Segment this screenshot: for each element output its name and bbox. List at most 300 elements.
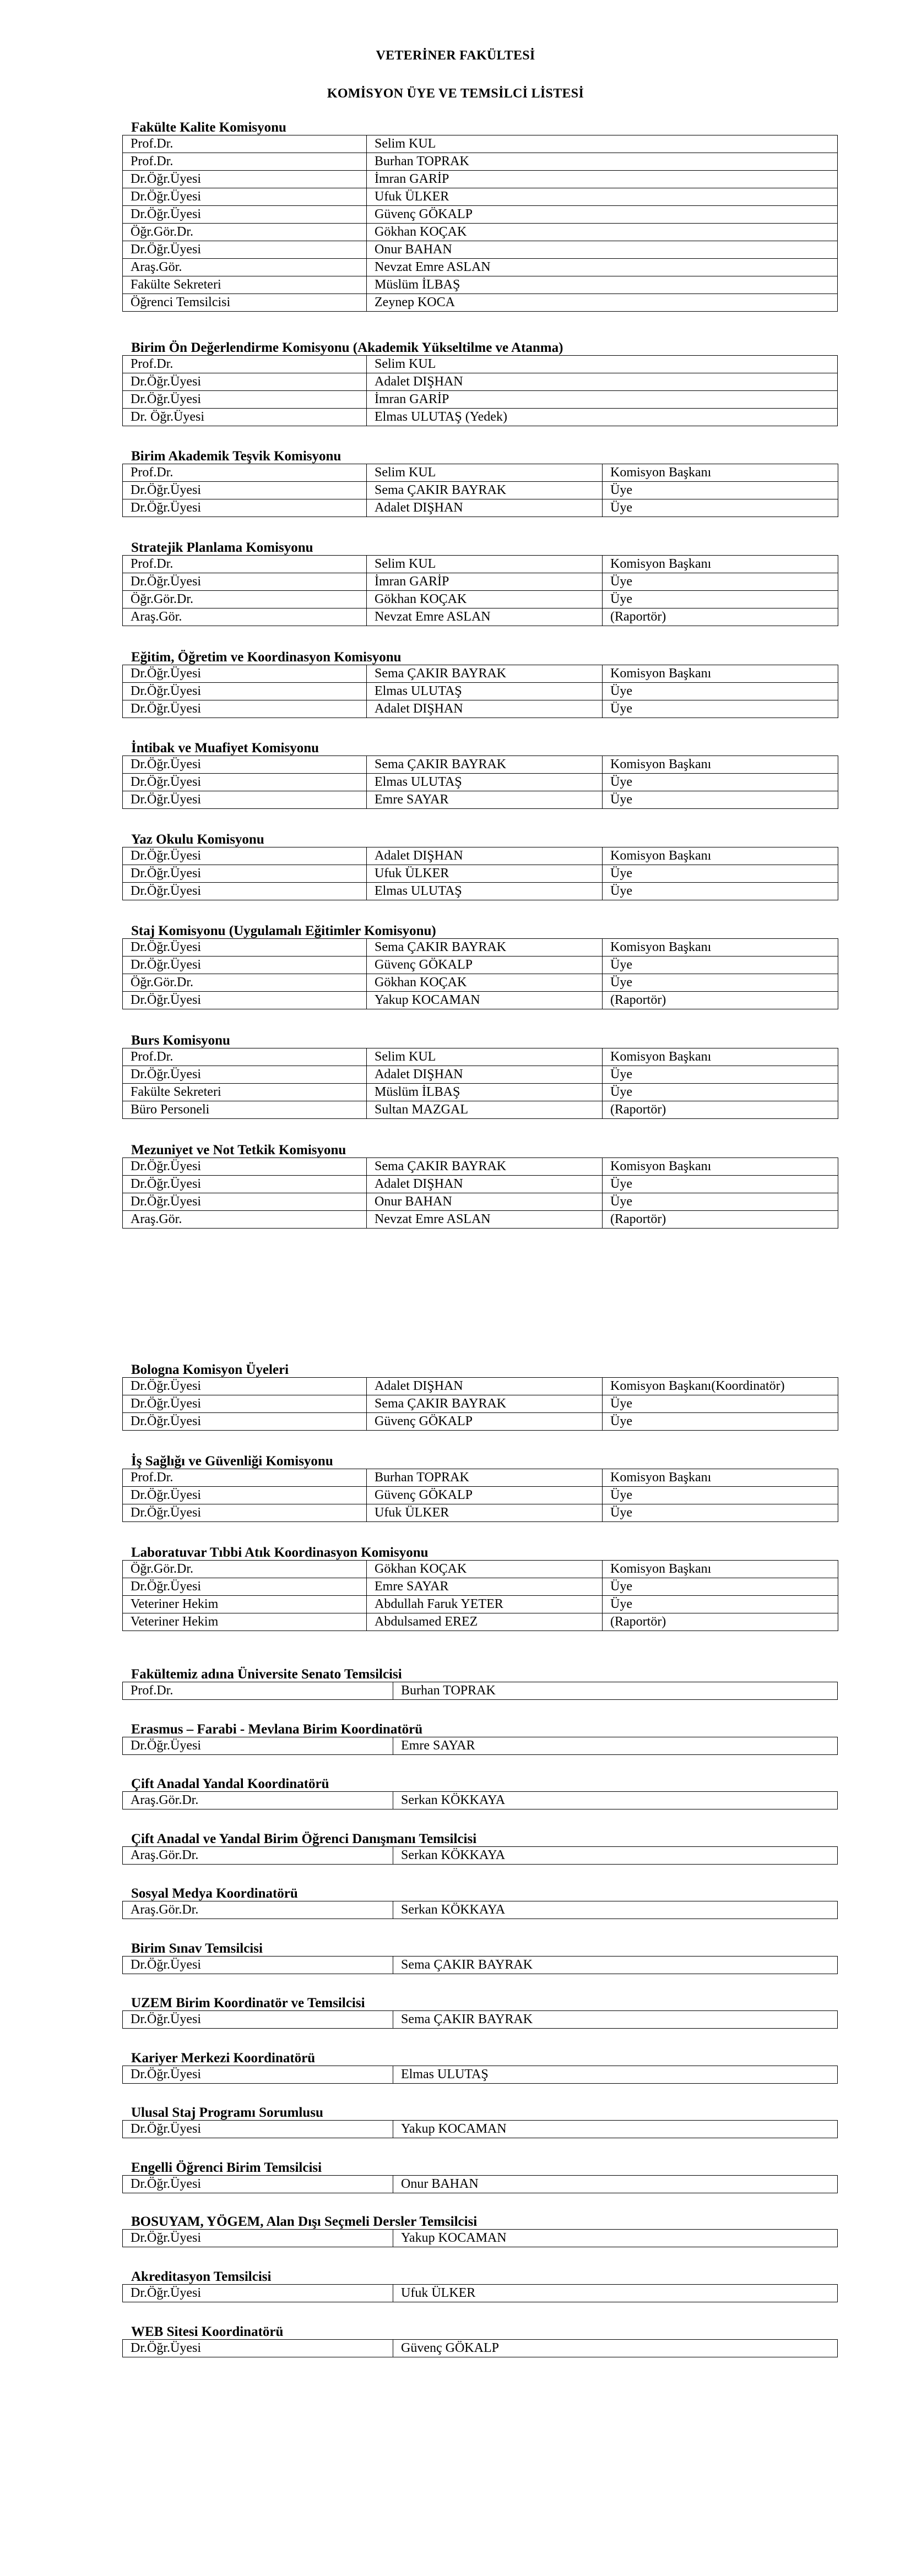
- member-role-cell: Komisyon Başkanı: [603, 756, 838, 774]
- member-table: [122, 1157, 838, 1229]
- member-table: [122, 464, 838, 517]
- member-name-cell: Sema ÇAKIR BAYRAK: [367, 939, 603, 957]
- member-title-cell: Araş.Gör.: [123, 1211, 367, 1229]
- member-row: [123, 2011, 838, 2029]
- member-title-cell: Araş.Gör.Dr.: [123, 1792, 393, 1809]
- member-title-cell: Prof.Dr.: [123, 464, 367, 482]
- member-name-cell: Burhan TOPRAK: [367, 153, 838, 171]
- member-row: [123, 1158, 838, 1176]
- member-name-cell: Burhan TOPRAK: [367, 1469, 603, 1487]
- member-name-cell: Nevzat Emre ASLAN: [367, 1211, 603, 1229]
- member-table: [122, 135, 838, 312]
- member-name-cell: Müslüm İLBAŞ: [367, 1084, 603, 1101]
- member-name-cell: Elmas ULUTAŞ (Yedek): [367, 409, 838, 426]
- member-row: [123, 1682, 838, 1700]
- member-row: [123, 608, 838, 626]
- member-title-cell: Dr.Öğr.Üyesi: [123, 1378, 367, 1395]
- member-row: [123, 1561, 838, 1578]
- member-role-cell: Üye: [603, 1413, 838, 1431]
- committee-section: [122, 1454, 838, 1522]
- member-name-cell: Güvenç GÖKALP: [367, 1487, 603, 1504]
- member-table: [122, 1560, 838, 1631]
- committee-title: UZEM Birim Koordinatör ve Temsilcisi: [131, 1996, 365, 2010]
- member-table: [122, 938, 838, 1009]
- member-name-cell: Elmas ULUTAŞ: [367, 774, 603, 791]
- member-row: [123, 1613, 838, 1631]
- committee-section: [122, 1886, 838, 1919]
- member-title-cell: Araş.Gör.: [123, 259, 367, 276]
- member-name-cell: Zeynep KOCA: [367, 294, 838, 312]
- member-title-cell: Dr.Öğr.Üyesi: [123, 2121, 393, 2138]
- member-title-cell: Dr.Öğr.Üyesi: [123, 2066, 393, 2084]
- member-title-cell: Dr.Öğr.Üyesi: [123, 847, 367, 865]
- member-role-cell: Üye: [603, 1176, 838, 1193]
- member-role-cell: Üye: [603, 791, 838, 809]
- committee-section: [122, 1033, 838, 1119]
- member-name-cell: Serkan KÖKKAYA: [393, 1901, 838, 1919]
- member-row: [123, 665, 838, 683]
- member-role-cell: Komisyon Başkanı: [603, 665, 838, 683]
- member-row: [123, 356, 838, 373]
- committee-section: [122, 2160, 838, 2193]
- member-title-cell: Dr.Öğr.Üyesi: [123, 756, 367, 774]
- committee-section: [122, 2269, 838, 2302]
- member-role-cell: Komisyon Başkanı: [603, 939, 838, 957]
- member-title-cell: Dr.Öğr.Üyesi: [123, 2340, 393, 2357]
- member-title-cell: Prof.Dr.: [123, 1048, 367, 1066]
- member-name-cell: Ufuk ÜLKER: [367, 1504, 603, 1522]
- member-role-cell: Üye: [603, 1487, 838, 1504]
- member-role-cell: Komisyon Başkanı: [603, 464, 838, 482]
- member-name-cell: Gökhan KOÇAK: [367, 1561, 603, 1578]
- member-title-cell: Dr.Öğr.Üyesi: [123, 188, 367, 206]
- member-row: [123, 957, 838, 974]
- member-name-cell: Yakup KOCAMAN: [393, 2121, 838, 2138]
- member-role-cell: Üye: [603, 1193, 838, 1211]
- member-name-cell: Güvenç GÖKALP: [367, 1413, 603, 1431]
- member-row: [123, 1101, 838, 1119]
- member-name-cell: Onur BAHAN: [367, 241, 838, 259]
- member-row: [123, 482, 838, 499]
- member-name-cell: Gökhan KOÇAK: [367, 224, 838, 241]
- member-row: [123, 1378, 838, 1395]
- member-title-cell: Araş.Gör.Dr.: [123, 1847, 393, 1865]
- member-name-cell: Emre SAYAR: [367, 791, 603, 809]
- member-title-cell: Öğr.Gör.Dr.: [123, 591, 367, 608]
- member-name-cell: Sema ÇAKIR BAYRAK: [367, 756, 603, 774]
- member-title-cell: Prof.Dr.: [123, 153, 367, 171]
- faculty-title: VETERİNER FAKÜLTESİ: [376, 48, 535, 63]
- member-name-cell: Elmas ULUTAŞ: [393, 2066, 838, 2084]
- member-name-cell: Sema ÇAKIR BAYRAK: [367, 1158, 603, 1176]
- member-name-cell: Müslüm İLBAŞ: [367, 276, 838, 294]
- member-role-cell: Üye: [603, 774, 838, 791]
- committee-section: [122, 1545, 838, 1631]
- member-row: [123, 2066, 838, 2084]
- member-name-cell: Sema ÇAKIR BAYRAK: [367, 665, 603, 683]
- member-name-cell: Yakup KOCAMAN: [367, 992, 603, 1009]
- member-title-cell: Dr.Öğr.Üyesi: [123, 1395, 367, 1413]
- member-name-cell: Ufuk ÜLKER: [367, 865, 603, 883]
- member-role-cell: Üye: [603, 573, 838, 591]
- member-title-cell: Dr.Öğr.Üyesi: [123, 1957, 393, 1974]
- member-row: [123, 1578, 838, 1596]
- member-title-cell: Dr.Öğr.Üyesi: [123, 2285, 393, 2302]
- committee-section: [122, 1941, 838, 1974]
- member-row: [123, 974, 838, 992]
- member-title-cell: Dr.Öğr.Üyesi: [123, 1158, 367, 1176]
- member-name-cell: Adalet DIŞHAN: [367, 1066, 603, 1084]
- member-title-cell: Dr.Öğr.Üyesi: [123, 883, 367, 900]
- member-table: [122, 2175, 838, 2193]
- member-name-cell: Adalet DIŞHAN: [367, 700, 603, 718]
- member-role-cell: Üye: [603, 700, 838, 718]
- member-row: [123, 2176, 838, 2193]
- member-title-cell: Dr.Öğr.Üyesi: [123, 992, 367, 1009]
- committee-section: [122, 832, 838, 900]
- member-title-cell: Dr.Öğr.Üyesi: [123, 573, 367, 591]
- member-row: [123, 241, 838, 259]
- member-row: [123, 2121, 838, 2138]
- member-name-cell: Burhan TOPRAK: [393, 1682, 838, 1700]
- member-row: [123, 259, 838, 276]
- member-name-cell: Abdullah Faruk YETER: [367, 1596, 603, 1613]
- member-row: [123, 591, 838, 608]
- member-title-cell: Büro Personeli: [123, 1101, 367, 1119]
- member-role-cell: Üye: [603, 957, 838, 974]
- member-table: [122, 2066, 838, 2084]
- committee-title: Birim Ön Değerlendirme Komisyonu (Akademik Yükseltilme ve Atanma): [131, 340, 563, 355]
- member-row: [123, 499, 838, 517]
- member-role-cell: Üye: [603, 1504, 838, 1522]
- member-row: [123, 373, 838, 391]
- committee-section: [122, 1362, 838, 1431]
- member-title-cell: Dr.Öğr.Üyesi: [123, 499, 367, 517]
- list-title: KOMİSYON ÜYE VE TEMSİLCİ LİSTESİ: [327, 86, 584, 101]
- member-row: [123, 1211, 838, 1229]
- member-row: [123, 1413, 838, 1431]
- member-role-cell: Komisyon Başkanı: [603, 847, 838, 865]
- committee-title: Laboratuvar Tıbbi Atık Koordinasyon Komisyonu: [131, 1545, 429, 1560]
- member-title-cell: Dr.Öğr.Üyesi: [123, 1504, 367, 1522]
- member-role-cell: Üye: [603, 1066, 838, 1084]
- committee-title: Çift Anadal ve Yandal Birim Öğrenci Danışmanı Temsilcisi: [131, 1832, 477, 1846]
- member-table: [122, 1901, 838, 1919]
- committee-title: Stratejik Planlama Komisyonu: [131, 540, 313, 555]
- member-row: [123, 1596, 838, 1613]
- committee-section: [122, 2105, 838, 2138]
- member-name-cell: Adalet DIŞHAN: [367, 1378, 603, 1395]
- member-name-cell: Yakup KOCAMAN: [393, 2230, 838, 2247]
- member-name-cell: Ufuk ÜLKER: [367, 188, 838, 206]
- committee-section: [122, 1832, 838, 1865]
- member-role-cell: (Raportör): [603, 1101, 838, 1119]
- member-title-cell: Prof.Dr.: [123, 1469, 367, 1487]
- member-name-cell: Emre SAYAR: [393, 1737, 838, 1755]
- member-row: [123, 1469, 838, 1487]
- member-role-cell: Üye: [603, 883, 838, 900]
- member-title-cell: Veteriner Hekim: [123, 1596, 367, 1613]
- member-row: [123, 1847, 838, 1865]
- member-row: [123, 1193, 838, 1211]
- member-role-cell: Üye: [603, 865, 838, 883]
- member-role-cell: Üye: [603, 1084, 838, 1101]
- member-table: [122, 2229, 838, 2247]
- member-table: [122, 1377, 838, 1431]
- member-title-cell: Öğrenci Temsilcisi: [123, 294, 367, 312]
- member-row: [123, 774, 838, 791]
- member-table: [122, 1846, 838, 1865]
- member-title-cell: Prof.Dr.: [123, 1682, 393, 1700]
- member-role-cell: (Raportör): [603, 608, 838, 626]
- member-title-cell: Dr.Öğr.Üyesi: [123, 1413, 367, 1431]
- committee-title: Birim Akademik Teşvik Komisyonu: [131, 449, 341, 464]
- committee-title: Staj Komisyonu (Uygulamalı Eğitimler Komisyonu): [131, 923, 436, 938]
- member-row: [123, 1957, 838, 1974]
- member-name-cell: Sema ÇAKIR BAYRAK: [367, 1395, 603, 1413]
- member-row: [123, 683, 838, 700]
- member-title-cell: Öğr.Gör.Dr.: [123, 224, 367, 241]
- committee-title: Birim Sınav Temsilcisi: [131, 1941, 263, 1956]
- committee-title: Mezuniyet ve Not Tetkik Komisyonu: [131, 1143, 346, 1157]
- committee-section: [122, 540, 838, 626]
- member-title-cell: Dr.Öğr.Üyesi: [123, 482, 367, 499]
- committee-section: [122, 741, 838, 809]
- member-row: [123, 1084, 838, 1101]
- member-row: [123, 883, 838, 900]
- member-name-cell: Abdulsamed EREZ: [367, 1613, 603, 1631]
- committee-title: Yaz Okulu Komisyonu: [131, 832, 264, 847]
- member-title-cell: Araş.Gör.: [123, 608, 367, 626]
- member-title-cell: Dr.Öğr.Üyesi: [123, 791, 367, 809]
- member-table: [122, 2010, 838, 2029]
- member-title-cell: Dr.Öğr.Üyesi: [123, 1193, 367, 1211]
- member-title-cell: Araş.Gör.Dr.: [123, 1901, 393, 1919]
- member-title-cell: Dr.Öğr.Üyesi: [123, 1737, 393, 1755]
- member-row: [123, 865, 838, 883]
- member-title-cell: Fakülte Sekreteri: [123, 1084, 367, 1101]
- member-title-cell: Dr.Öğr.Üyesi: [123, 1578, 367, 1596]
- member-table: [122, 2339, 838, 2357]
- member-title-cell: Dr.Öğr.Üyesi: [123, 2230, 393, 2247]
- member-role-cell: Üye: [603, 1395, 838, 1413]
- member-row: [123, 1487, 838, 1504]
- member-table: [122, 2120, 838, 2138]
- member-row: [123, 224, 838, 241]
- member-row: [123, 153, 838, 171]
- member-role-cell: Komisyon Başkanı: [603, 556, 838, 573]
- member-name-cell: Emre SAYAR: [367, 1578, 603, 1596]
- committee-title: Kariyer Merkezi Koordinatörü: [131, 2051, 316, 2066]
- member-table: [122, 665, 838, 718]
- member-row: [123, 556, 838, 573]
- member-row: [123, 939, 838, 957]
- member-name-cell: Serkan KÖKKAYA: [393, 1792, 838, 1809]
- member-title-cell: Dr.Öğr.Üyesi: [123, 700, 367, 718]
- member-title-cell: Dr.Öğr.Üyesi: [123, 1487, 367, 1504]
- committee-section: [122, 650, 838, 718]
- member-row: [123, 1504, 838, 1522]
- committee-section: [122, 2051, 838, 2084]
- member-table: [122, 756, 838, 809]
- member-title-cell: Dr.Öğr.Üyesi: [123, 2011, 393, 2029]
- member-row: [123, 1048, 838, 1066]
- committee-title: Çift Anadal Yandal Koordinatörü: [131, 1776, 329, 1791]
- committee-title: Ulusal Staj Programı Sorumlusu: [131, 2105, 323, 2120]
- member-title-cell: Prof.Dr.: [123, 356, 367, 373]
- committee-title: Erasmus – Farabi - Mevlana Birim Koordinatörü: [131, 1722, 423, 1737]
- member-table: [122, 1737, 838, 1755]
- committee-title: İntibak ve Muafiyet Komisyonu: [131, 741, 319, 756]
- member-title-cell: Dr.Öğr.Üyesi: [123, 774, 367, 791]
- member-title-cell: Dr.Öğr.Üyesi: [123, 373, 367, 391]
- member-name-cell: Sultan MAZGAL: [367, 1101, 603, 1119]
- member-name-cell: Elmas ULUTAŞ: [367, 683, 603, 700]
- member-table: [122, 1956, 838, 1974]
- member-title-cell: Dr.Öğr.Üyesi: [123, 957, 367, 974]
- member-table: [122, 847, 838, 900]
- member-table: [122, 2284, 838, 2302]
- member-row: [123, 135, 838, 153]
- committee-section: [122, 1143, 838, 1229]
- committee-title: İş Sağlığı ve Güvenliği Komisyonu: [131, 1454, 333, 1469]
- member-row: [123, 464, 838, 482]
- member-role-cell: (Raportör): [603, 1613, 838, 1631]
- member-title-cell: Dr.Öğr.Üyesi: [123, 2176, 393, 2193]
- member-name-cell: Adalet DIŞHAN: [367, 1176, 603, 1193]
- committee-section: [122, 1776, 838, 1809]
- member-title-cell: Dr.Öğr.Üyesi: [123, 1176, 367, 1193]
- member-role-cell: Komisyon Başkanı: [603, 1561, 838, 1578]
- committee-title: Sosyal Medya Koordinatörü: [131, 1886, 298, 1901]
- member-name-cell: Gökhan KOÇAK: [367, 591, 603, 608]
- member-table: [122, 1048, 838, 1119]
- member-row: [123, 847, 838, 865]
- member-title-cell: Dr.Öğr.Üyesi: [123, 241, 367, 259]
- member-name-cell: Ufuk ÜLKER: [393, 2285, 838, 2302]
- member-row: [123, 171, 838, 188]
- member-row: [123, 700, 838, 718]
- member-name-cell: Onur BAHAN: [393, 2176, 838, 2193]
- member-name-cell: Adalet DIŞHAN: [367, 373, 838, 391]
- committee-section: [122, 923, 838, 1009]
- member-role-cell: Komisyon Başkanı: [603, 1158, 838, 1176]
- member-name-cell: Güvenç GÖKALP: [393, 2340, 838, 2357]
- member-name-cell: Selim KUL: [367, 1048, 603, 1066]
- member-name-cell: Selim KUL: [367, 556, 603, 573]
- committee-title: Bologna Komisyon Üyeleri: [131, 1362, 289, 1377]
- member-role-cell: Komisyon Başkanı(Koordinatör): [603, 1378, 838, 1395]
- member-title-cell: Dr.Öğr.Üyesi: [123, 939, 367, 957]
- member-name-cell: İmran GARİP: [367, 573, 603, 591]
- member-row: [123, 391, 838, 409]
- member-title-cell: Dr.Öğr.Üyesi: [123, 171, 367, 188]
- member-title-cell: Dr.Öğr.Üyesi: [123, 206, 367, 224]
- member-role-cell: (Raportör): [603, 1211, 838, 1229]
- member-row: [123, 409, 838, 426]
- member-row: [123, 2285, 838, 2302]
- member-name-cell: İmran GARİP: [367, 171, 838, 188]
- member-name-cell: Güvenç GÖKALP: [367, 957, 603, 974]
- member-title-cell: Öğr.Gör.Dr.: [123, 1561, 367, 1578]
- committee-title: Engelli Öğrenci Birim Temsilcisi: [131, 2160, 322, 2175]
- member-row: [123, 1737, 838, 1755]
- member-row: [123, 992, 838, 1009]
- committee-section: [122, 449, 838, 517]
- member-row: [123, 2340, 838, 2357]
- member-name-cell: Nevzat Emre ASLAN: [367, 259, 838, 276]
- member-name-cell: İmran GARİP: [367, 391, 838, 409]
- member-row: [123, 1901, 838, 1919]
- member-row: [123, 1395, 838, 1413]
- committee-section: [122, 2214, 838, 2247]
- member-role-cell: Komisyon Başkanı: [603, 1048, 838, 1066]
- member-table: [122, 1682, 838, 1700]
- member-role-cell: Üye: [603, 683, 838, 700]
- member-row: [123, 2230, 838, 2247]
- member-role-cell: Üye: [603, 499, 838, 517]
- member-title-cell: Veteriner Hekim: [123, 1613, 367, 1631]
- member-role-cell: Üye: [603, 1596, 838, 1613]
- member-table: [122, 1791, 838, 1809]
- member-row: [123, 1066, 838, 1084]
- member-name-cell: Onur BAHAN: [367, 1193, 603, 1211]
- member-row: [123, 791, 838, 809]
- member-row: [123, 756, 838, 774]
- member-title-cell: Dr.Öğr.Üyesi: [123, 665, 367, 683]
- committee-section: [122, 1667, 838, 1700]
- member-role-cell: Üye: [603, 974, 838, 992]
- member-title-cell: Dr.Öğr.Üyesi: [123, 391, 367, 409]
- member-name-cell: Gökhan KOÇAK: [367, 974, 603, 992]
- member-name-cell: Selim KUL: [367, 464, 603, 482]
- member-row: [123, 206, 838, 224]
- member-row: [123, 188, 838, 206]
- member-row: [123, 1792, 838, 1809]
- member-row: [123, 276, 838, 294]
- member-table: [122, 355, 838, 426]
- member-row: [123, 1176, 838, 1193]
- member-role-cell: Komisyon Başkanı: [603, 1469, 838, 1487]
- member-name-cell: Elmas ULUTAŞ: [367, 883, 603, 900]
- committee-title: Eğitim, Öğretim ve Koordinasyon Komisyonu: [131, 650, 402, 665]
- member-row: [123, 294, 838, 312]
- member-name-cell: Nevzat Emre ASLAN: [367, 608, 603, 626]
- committee-title: Akreditasyon Temsilcisi: [131, 2269, 272, 2284]
- committee-section: [122, 1996, 838, 2029]
- member-name-cell: Sema ÇAKIR BAYRAK: [393, 1957, 838, 1974]
- committee-title: Fakülte Kalite Komisyonu: [131, 120, 286, 135]
- member-role-cell: (Raportör): [603, 992, 838, 1009]
- member-title-cell: Öğr.Gör.Dr.: [123, 974, 367, 992]
- member-role-cell: Üye: [603, 482, 838, 499]
- member-name-cell: Selim KUL: [367, 135, 838, 153]
- committee-title: WEB Sitesi Koordinatörü: [131, 2324, 284, 2339]
- member-name-cell: Sema ÇAKIR BAYRAK: [393, 2011, 838, 2029]
- member-name-cell: Güvenç GÖKALP: [367, 206, 838, 224]
- member-role-cell: Üye: [603, 591, 838, 608]
- committee-title: BOSUYAM, YÖGEM, Alan Dışı Seçmeli Dersler Temsilcisi: [131, 2214, 478, 2229]
- member-title-cell: Dr.Öğr.Üyesi: [123, 683, 367, 700]
- member-title-cell: Dr.Öğr.Üyesi: [123, 1066, 367, 1084]
- member-table: [122, 555, 838, 626]
- member-row: [123, 573, 838, 591]
- member-name-cell: Sema ÇAKIR BAYRAK: [367, 482, 603, 499]
- member-title-cell: Prof.Dr.: [123, 135, 367, 153]
- committee-section: [122, 1722, 838, 1755]
- member-table: [122, 1469, 838, 1522]
- committee-section: [122, 120, 838, 312]
